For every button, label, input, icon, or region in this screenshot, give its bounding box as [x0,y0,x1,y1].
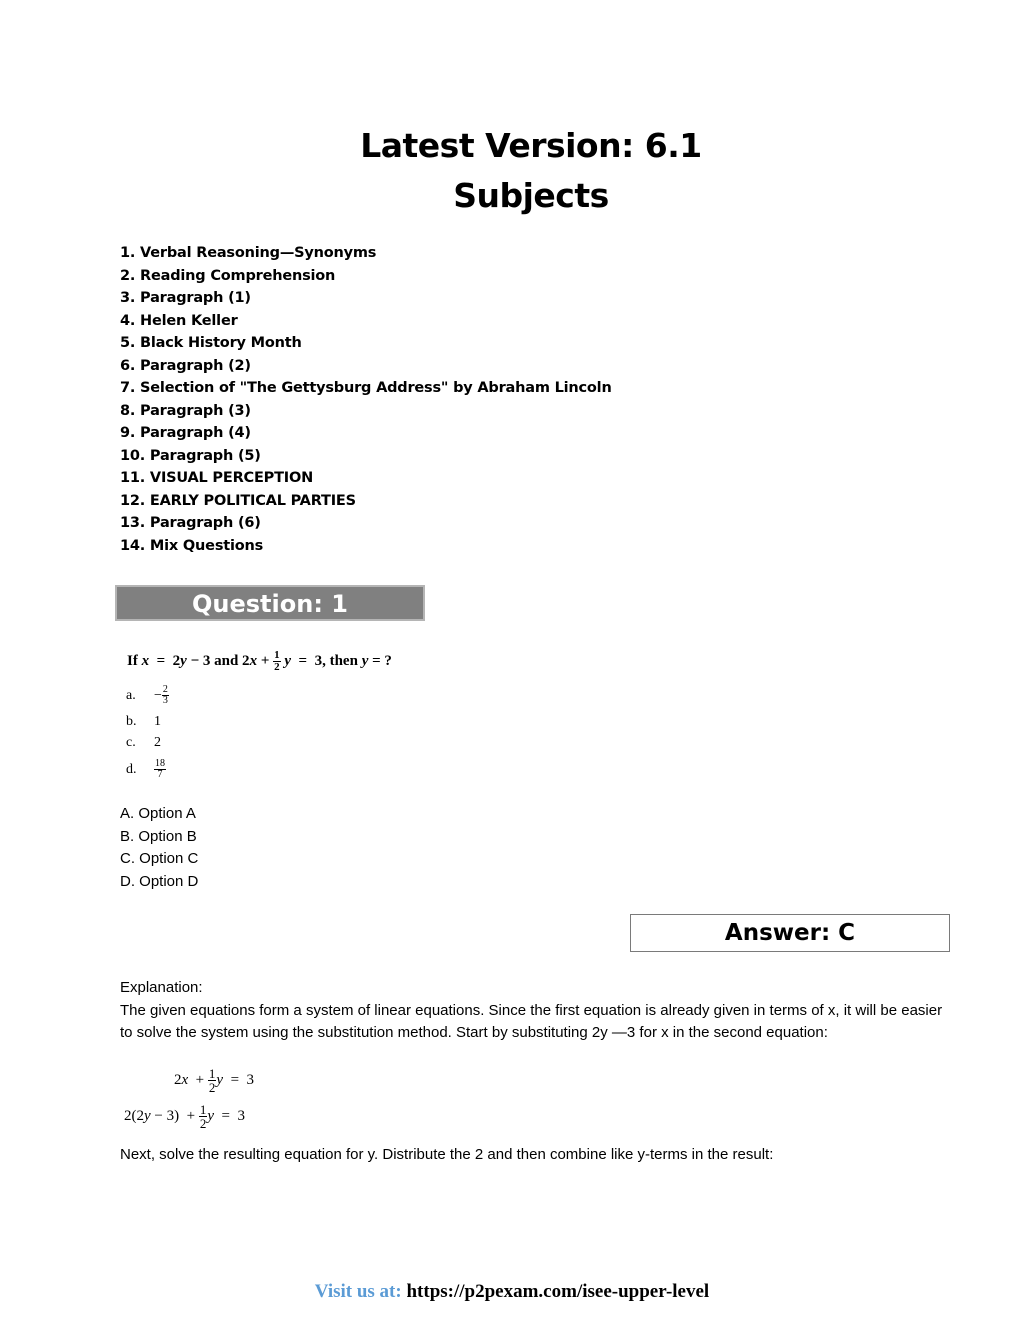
subject-item: 3. Paragraph (1) [120,290,251,306]
explanation-next-step: Next, solve the resulting equation for y. Distribute the 2 and then combine like y-terms in the result: [120,1146,774,1163]
option-c: C. Option C [120,850,199,867]
choice-d [126,753,169,787]
fraction: $\frac{18}{7}$ [155,758,165,781]
choice-a: a. − $\frac{2}{3}$ [126,681,169,711]
answer-options [120,803,198,893]
subject-item: 11. VISUAL PERCEPTION [120,470,314,486]
footer-label: Visit us at: [314,1281,402,1302]
subject-item: 13. Paragraph (6) [120,515,261,531]
subject-item: 9. Paragraph (4) [120,425,251,441]
footer [0,1281,1024,1303]
explanation [120,977,950,1045]
subject-item: 4. Helen Keller [120,312,238,329]
subjects-title: Subjects [453,176,609,215]
fraction: $\frac{1}{2}$ [208,1066,216,1095]
question-header: Question: 1 [115,585,425,621]
option-a: A. Option A [120,805,196,822]
explanation-body: The given equations form a system of linear equations. Since the first equation is already given in terms of x, it will be easier to solve the system using the substitution method. Start by substituting 2y —3 for x in the second equation: [120,1001,943,1041]
equation-image-1: 2x + $\frac{1}{2}$ y = 3 [174,1066,255,1095]
question-problem-image: If x = 2y − 3 and 2x + $\frac{1}{2}$ y = 3, then y = ? [127,649,392,673]
choice-b [126,711,169,732]
option-d: D. Option D [120,872,199,890]
fraction: $\frac{2}{3}$ [162,684,168,707]
subject-item: 14. Mix Questions [120,537,264,554]
subject-item: 10. Paragraph (5) [120,447,261,464]
fraction: $\frac{1}{2}$ [274,649,280,673]
footer-url-link[interactable]: https://p2pexam.com/isee-upper-level [406,1281,710,1302]
subject-item: 12. EARLY POLITICAL PARTIES [120,492,356,509]
subject-item: 8. Paragraph (3) [120,402,251,419]
subject-item: 6. Paragraph (2) [120,357,251,374]
choice-b-label: b. [126,714,137,729]
choice-d-label: d. [126,762,137,777]
subject-item: 1. Verbal Reasoning—Synonyms [120,245,377,261]
question-choices-image [126,681,169,787]
fraction: $\frac{1}{2}$ [199,1102,207,1131]
subject-item: 5. Black History Month [120,335,302,351]
choice-c-value: 2 [154,735,161,750]
subjects-list [120,242,612,557]
subject-item: 2. Reading Comprehension [120,267,336,284]
subject-item: 7. Selection of "The Gettysburg Address" by Abraham Lincoln [120,380,612,396]
answer-box: Answer: C [630,914,950,952]
choice-c [126,732,169,753]
choice-a-label: a. [126,688,136,703]
equation-image-2: 2(2y − 3) + $\frac{1}{2}$ y = 3 [124,1102,245,1131]
choice-c-label: c. [126,735,136,750]
explanation-heading: Explanation: [120,979,203,996]
choice-b-value: 1 [154,714,161,729]
page-title: Latest Version: 6.1 [360,126,702,165]
option-b: B. Option B [120,827,197,845]
